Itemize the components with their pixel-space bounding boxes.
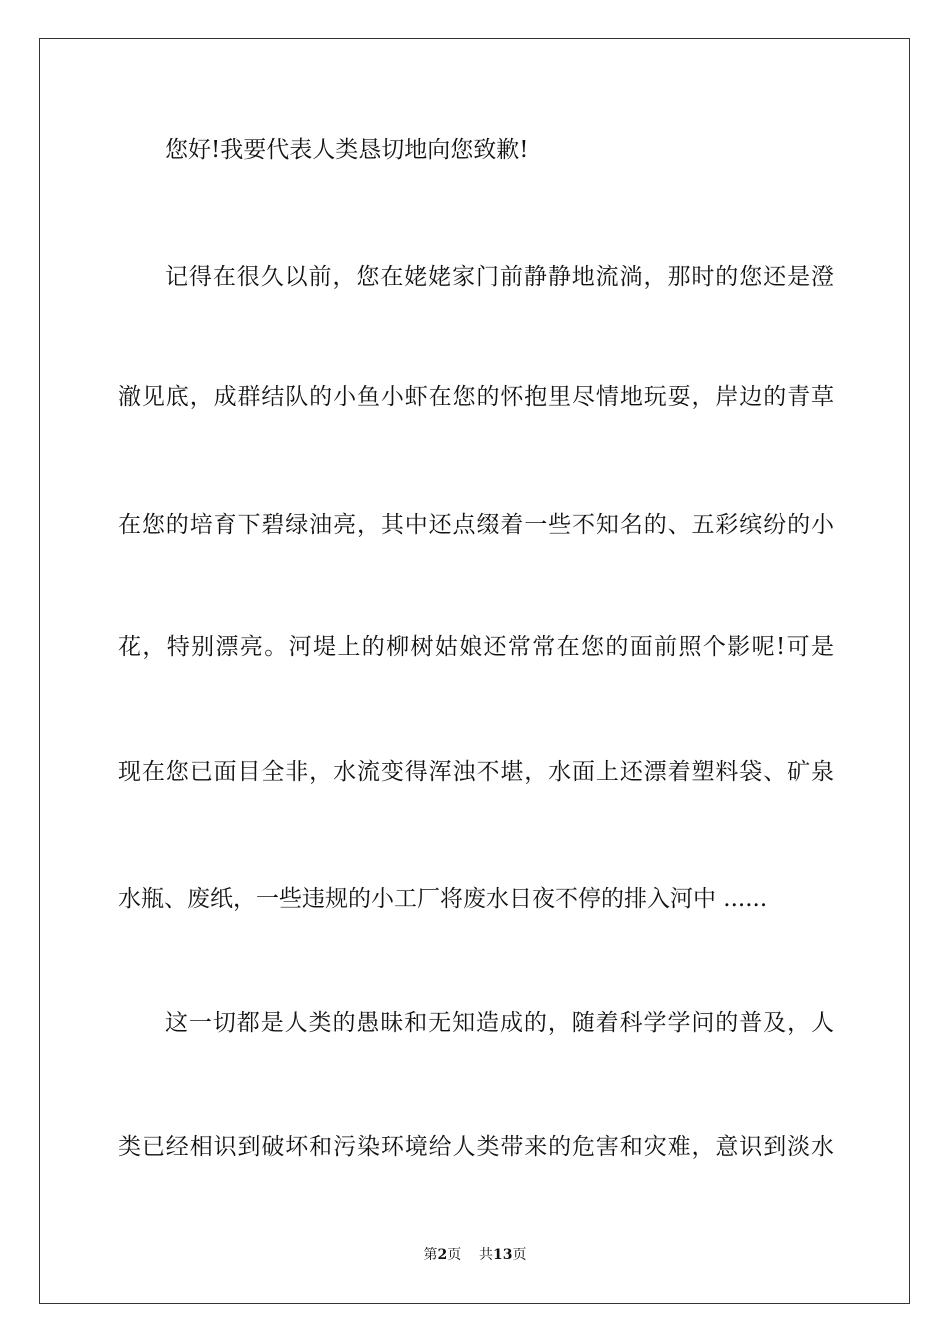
footer-page-prefix: 第 <box>423 1247 438 1263</box>
page-border <box>39 38 910 1304</box>
paragraph-line-4: 在您的培育下碧绿油亮，其中还点缀着一些不知名的、五彩缤纷的小 <box>118 512 834 538</box>
paragraph-line-7: 水瓶、废纸，一些违规的小工厂将废水日夜不停的排入河中 ...... <box>118 886 768 912</box>
page-footer <box>0 1245 950 1265</box>
footer-page-suffix: 页 <box>447 1247 462 1263</box>
paragraph-line-5: 花，特别漂亮。河堤上的柳树姑娘还常常在您的面前照个影呢!可是 <box>118 634 834 660</box>
paragraph-line-3: 澈见底，成群结队的小鱼小虾在您的怀抱里尽情地玩耍，岸边的青草 <box>118 384 834 410</box>
paragraph-line-9: 类已经相识到破坏和污染环境给人类带来的危害和灾难，意识到淡水 <box>118 1134 834 1160</box>
footer-total-suffix: 页 <box>512 1247 527 1263</box>
footer-page-number: 2 <box>437 1247 448 1263</box>
paragraph-line-6: 现在您已面目全非，水流变得浑浊不堪，水面上还漂着塑料袋、矿泉 <box>118 759 834 785</box>
paragraph-line-2: 记得在很久以前，您在姥姥家门前静静地流淌，那时的您还是澄 <box>165 264 834 290</box>
paragraph-line-8: 这一切都是人类的愚昧和无知造成的，随着科学学问的普及，人 <box>165 1010 834 1036</box>
footer-total-pages: 13 <box>493 1247 513 1263</box>
paragraph-line-1: 您好!我要代表人类恳切地向您致歉! <box>165 137 529 163</box>
footer-total-prefix: 共 <box>479 1247 494 1263</box>
